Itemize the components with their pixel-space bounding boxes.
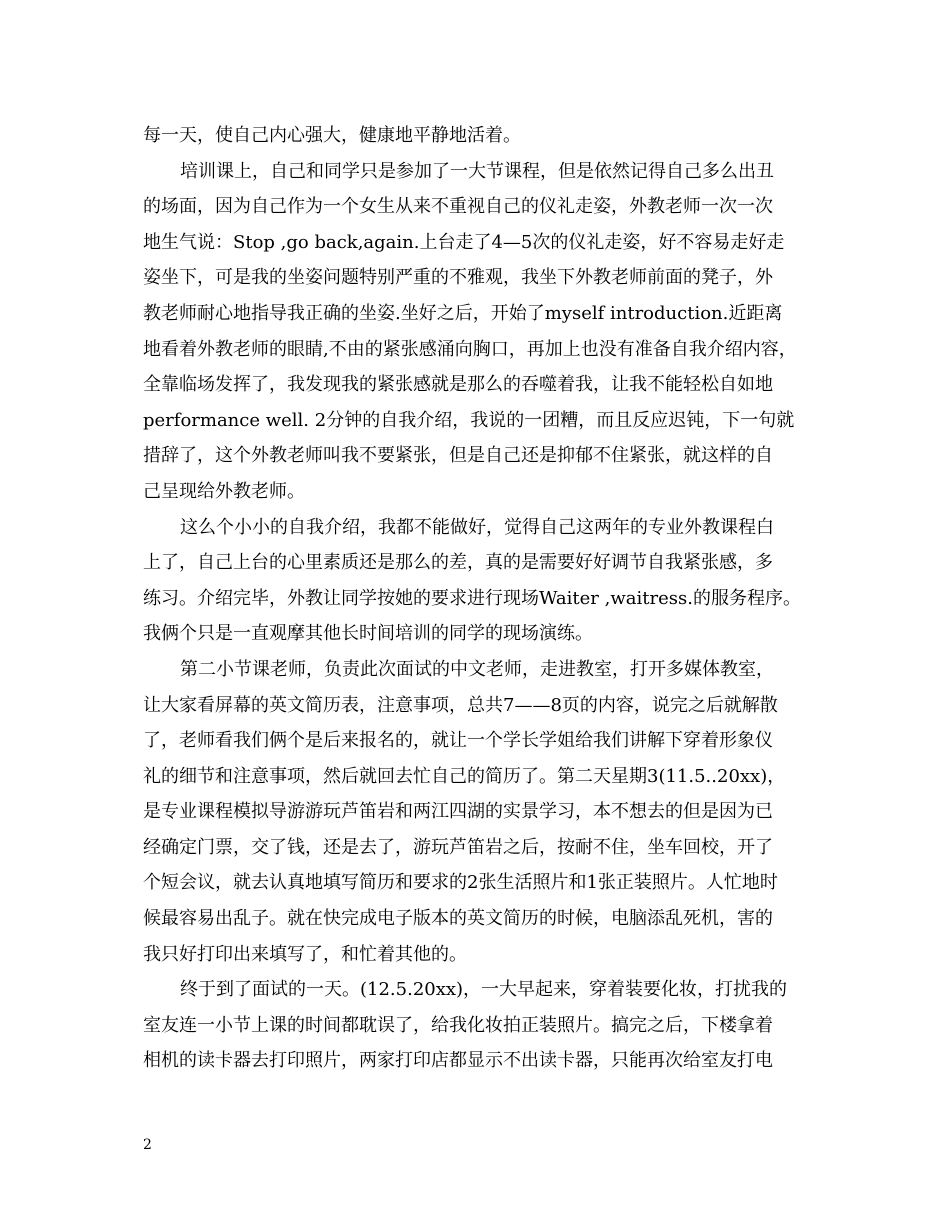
text-line: 室友连一小节上课的时间都耽误了，给我化妆拍正装照片。搞完之后，下楼拿着 [143, 1014, 773, 1036]
text-line: 是专业课程模拟导游游玩芦笛岩和两江四湖的实景学习，本不想去的但是因为已 [143, 801, 773, 823]
body-text [143, 118, 818, 1079]
text-line: 个短会议，就去认真地填写简历和要求的2张生活照片和1张正装照片。人忙地时 [143, 872, 778, 894]
text-line: 全靠临场发挥了，我发现我的紧张感就是那么的吞噬着我，让我不能轻松自如地 [143, 374, 773, 396]
text-line: 姿坐下，可是我的坐姿问题特别严重的不雅观，我坐下外教老师前面的凳子，外 [143, 267, 773, 289]
text-line: 地生气说：Stop ,go back,again.上台走了4—5次的仪礼走姿，好不容易走好走 [143, 231, 785, 253]
text-line: 相机的读卡器去打印照片，两家打印店都显示不出读卡器，只能再次给室友打电 [143, 1050, 773, 1072]
text-line: 每一天，使自己内心强大，健康地平静地活着。 [143, 125, 521, 146]
text-line: 经确定门票，交了钱，还是去了，游玩芦笛岩之后，按耐不住，坐车回校，开了 [143, 836, 773, 858]
text-line: 我俩个只是一直观摩其他长时间培训的同学的现场演练。 [143, 623, 593, 645]
text-line: 练习。介绍完毕，外教让同学按她的要求进行现场Waiter ,waitress.的服务程序。 [143, 587, 801, 609]
text-line: 措辞了，这个外教老师叫我不要紧张，但是自己还是抑郁不住紧张，就这样的自 [143, 445, 773, 467]
text-line: 礼的细节和注意事项，然后就回去忙自己的简历了。第二天星期3(11.5..20xx)， [143, 765, 786, 787]
text-line: 第二小节课老师，负责此次面试的中文老师，走进教室，打开多媒体教室， [180, 658, 774, 680]
text-line: 上了，自己上台的心里素质还是那么的差，真的是需要好好调节自我紧张感，多 [143, 552, 773, 574]
text-line: 的场面，因为自己作为一个女生从来不重视自己的仪礼走姿，外教老师一次一次 [143, 196, 773, 218]
text-line: 终于到了面试的一天。(12.5.20xx)，一大早起来，穿着装要化妆，打扰我的 [180, 979, 788, 1001]
page-number: 2 [143, 1137, 152, 1153]
text-line: 己呈现给外教老师。 [143, 480, 305, 502]
text-line: 地看着外教老师的眼睛,不由的紧张感涌向胸口，再加上也没有准备自我介绍内容， [143, 338, 797, 360]
text-line: 让大家看屏幕的英文简历表，注意事项，总共7——8页的内容，说完之后就解散 [143, 694, 778, 716]
text-line: 教老师耐心地指导我正确的坐姿.坐好之后，开始了myself introduction.近距离 [143, 302, 783, 324]
text-line: 我只好打印出来填写了，和忙着其他的。 [143, 943, 467, 965]
text-line: 候最容易出乱子。就在快完成电子版本的英文简历的时候，电脑添乱死机，害的 [143, 908, 773, 930]
text-line: 了，老师看我们俩个是后来报名的，就让一个学长学姐给我们讲解下穿着形象仪 [143, 730, 773, 752]
text-line: 培训课上，自己和同学只是参加了一大节课程，但是依然记得自己多么出丑 [180, 160, 774, 182]
text-line: performance well. 2分钟的自我介绍，我说的一团糟，而且反应迟钝，下一句就 [143, 409, 795, 431]
text-line: 这么个小小的自我介绍，我都不能做好，觉得自己这两年的专业外教课程白 [180, 516, 774, 538]
